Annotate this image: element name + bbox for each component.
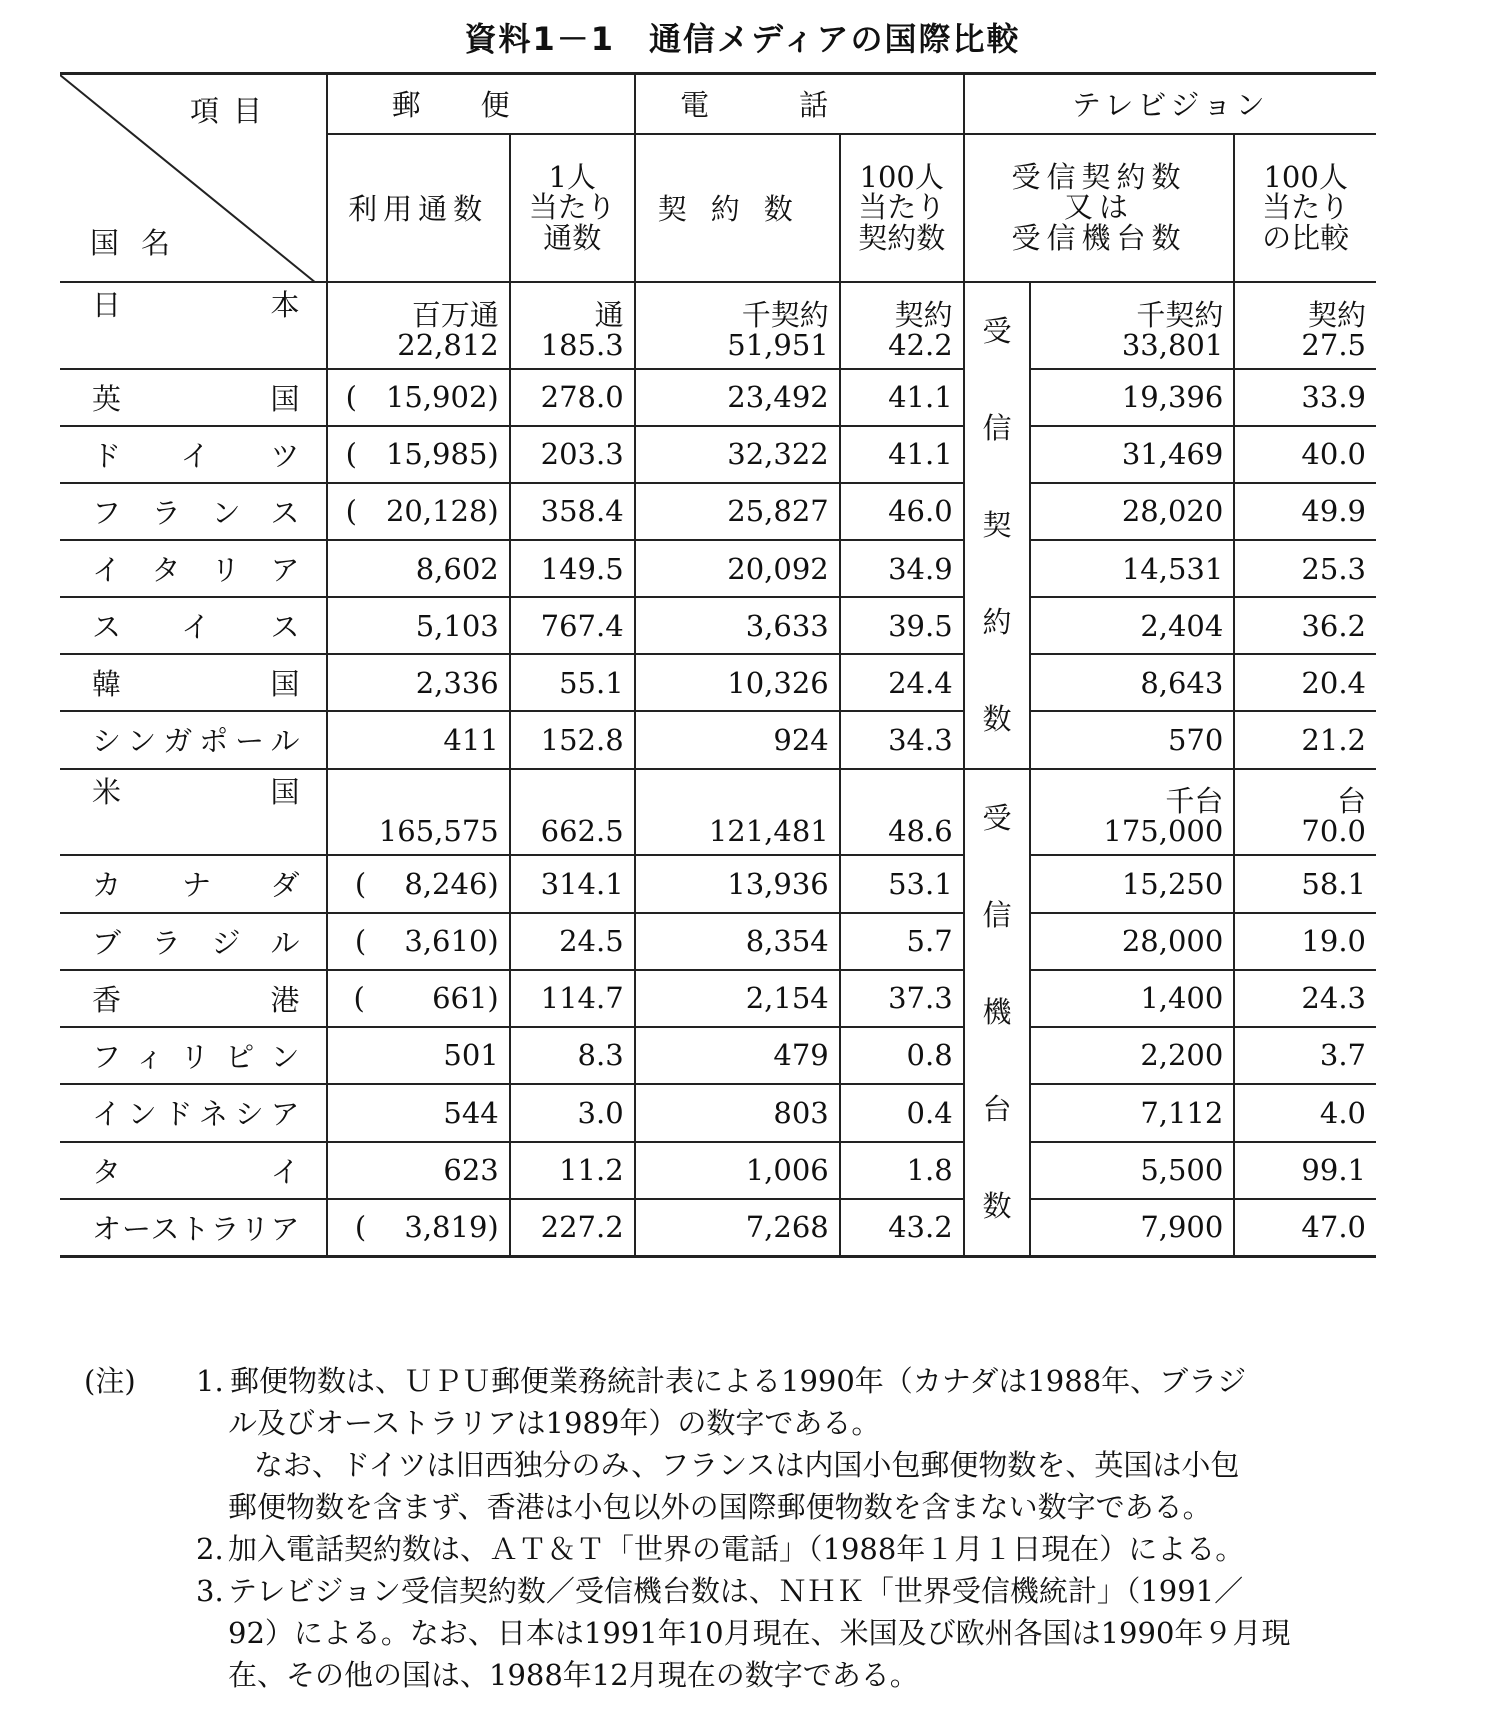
cell-phone-total	[635, 540, 840, 597]
cell-phone-total-value: 51,951	[727, 327, 829, 362]
cell-phone-per-value: 39.5	[888, 608, 953, 643]
cell-tv-total-value: 2,200	[1140, 1038, 1224, 1073]
cell-postal-total	[327, 282, 510, 370]
cell-tv-total	[1030, 913, 1234, 970]
country-name: ドイツ	[60, 426, 327, 483]
table-row	[60, 1142, 1376, 1199]
cell-phone-per	[840, 711, 964, 768]
cell-tv-total	[1030, 369, 1234, 426]
cell-tv-total	[1030, 970, 1234, 1027]
cell-postal-total-value: 5,103	[415, 608, 499, 643]
cell-phone-total	[635, 483, 840, 540]
cell-tv-per-value: 36.2	[1301, 608, 1366, 643]
cell-postal-total-value: 501	[443, 1038, 499, 1073]
cell-postal-per	[510, 913, 635, 970]
cell-postal-total-value: ( 661)	[353, 981, 499, 1016]
cell-tv-per-value: 49.9	[1301, 494, 1366, 529]
cell-postal-total	[327, 654, 510, 711]
tv-measure-char: 数	[982, 701, 1012, 736]
cell-tv-per	[1234, 426, 1376, 483]
country-name: スイス	[60, 597, 327, 654]
cell-postal-per	[510, 1199, 635, 1256]
cell-postal-total-value: ( 8,246)	[354, 866, 499, 901]
cell-phone-total-value: 20,092	[727, 551, 829, 586]
table-row	[60, 769, 1376, 856]
cell-phone-total-value: 7,268	[745, 1209, 829, 1244]
table-row	[60, 711, 1376, 768]
cell-phone-total-value: 2,154	[745, 981, 829, 1016]
header-postal-total: 利用通数	[327, 134, 510, 282]
cell-phone-total	[635, 1142, 840, 1199]
cell-tv-per-unit: 台	[1336, 783, 1366, 818]
cell-phone-per-value: 37.3	[888, 981, 953, 1016]
cell-phone-per	[840, 426, 964, 483]
header-country-label: 国名	[90, 226, 193, 260]
cell-postal-per	[510, 540, 635, 597]
cell-postal-per-value: 24.5	[559, 923, 624, 958]
cell-postal-total-value: ( 3,819)	[354, 1209, 499, 1244]
cell-tv-per-value: 4.0	[1319, 1095, 1366, 1130]
country-name: ブラジル	[60, 913, 327, 970]
cell-postal-total-value: 411	[443, 722, 499, 757]
cell-phone-per	[840, 855, 964, 912]
cell-tv-per-value: 20.4	[1301, 665, 1366, 700]
cell-tv-per-value: 19.0	[1301, 923, 1366, 958]
note-3: 3. テレビジョン受信契約数／受信機台数は、ＮＨＫ「世界受信機統計」（1991／ 92）による。なお、日本は1991年10月現在、米国及び欧州各国は1990年９月現 在、その他の国は、1988年12月現在の数字である。	[196, 1574, 1291, 1692]
cell-phone-per	[840, 1084, 964, 1141]
tv-measure-char: 受	[982, 800, 1012, 835]
cell-postal-total	[327, 1027, 510, 1084]
tv-measure-char: 数	[982, 1188, 1012, 1223]
cell-postal-per	[510, 369, 635, 426]
cell-tv-per	[1234, 1027, 1376, 1084]
diagonal-header-cell	[60, 74, 327, 282]
header-tv-total: 受信契約数 又は 受信機台数	[964, 134, 1235, 282]
cell-postal-total	[327, 540, 510, 597]
cell-postal-total	[327, 711, 510, 768]
cell-phone-per-value: 0.8	[906, 1038, 953, 1073]
header-phone: 電話	[635, 74, 964, 134]
cell-postal-per	[510, 597, 635, 654]
table-row	[60, 654, 1376, 711]
cell-tv-per-value: 99.1	[1301, 1152, 1366, 1187]
table-row	[60, 1084, 1376, 1141]
cell-phone-per-unit: 契約	[894, 297, 953, 332]
tv-measure-char: 機	[982, 994, 1012, 1029]
document-title: 資料1－1 通信メディアの国際比較	[464, 20, 1021, 58]
cell-tv-per-value: 33.9	[1301, 380, 1366, 415]
header-tv-per: 100人 当たり の比較	[1234, 134, 1376, 282]
cell-phone-total	[635, 913, 840, 970]
tv-measure-char: 信	[982, 410, 1012, 445]
cell-postal-per-value: 358.4	[540, 494, 624, 529]
group-a-rows	[60, 282, 1376, 769]
cell-phone-per	[840, 597, 964, 654]
country-name: カナダ	[60, 855, 327, 912]
cell-tv-per	[1234, 769, 1376, 856]
cell-tv-total	[1030, 426, 1234, 483]
cell-postal-total-value: ( 15,985)	[345, 437, 499, 472]
cell-postal-total	[327, 913, 510, 970]
cell-tv-total-value: 19,396	[1121, 380, 1224, 415]
cell-tv-total	[1030, 1199, 1234, 1256]
cell-phone-per-value: 1.8	[906, 1152, 953, 1187]
cell-phone-per-value: 48.6	[888, 813, 953, 848]
cell-postal-per-value: 149.5	[540, 551, 624, 586]
cell-postal-total-value: 8,602	[415, 551, 499, 586]
cell-postal-per-value: 185.3	[540, 327, 624, 362]
cell-phone-per	[840, 1142, 964, 1199]
cell-postal-total	[327, 597, 510, 654]
country-name: シンガポール	[60, 711, 327, 768]
cell-phone-total-value: 23,492	[727, 380, 829, 415]
cell-tv-per-value: 21.2	[1301, 722, 1366, 757]
cell-postal-total-value: 623	[443, 1152, 499, 1187]
cell-tv-per	[1234, 913, 1376, 970]
cell-postal-total	[327, 426, 510, 483]
cell-postal-total	[327, 1199, 510, 1256]
cell-postal-per-value: 55.1	[559, 665, 624, 700]
country-name: 日本	[60, 282, 327, 370]
note-1-supplement: なお、ドイツは旧西独分のみ、フランスは内国小包郵便物数を、英国は小包 郵便物数を含まず、香港は小包以外の国際郵便物数を含まない数字である。	[228, 1448, 1240, 1524]
cell-tv-total-value: 7,112	[1140, 1095, 1224, 1130]
cell-postal-total-unit: 百万通	[411, 297, 499, 332]
cell-phone-per	[840, 654, 964, 711]
cell-tv-per	[1234, 970, 1376, 1027]
cell-postal-per-value: 3.0	[577, 1095, 624, 1130]
cell-tv-per-value: 27.5	[1301, 327, 1366, 362]
cell-postal-total-value: 544	[443, 1095, 499, 1130]
cell-phone-total-value: 8,354	[745, 923, 829, 958]
note-2: 2. 加入電話契約数は、ＡＴ＆Ｔ「世界の電話」（1988年１月１日現在）による。	[196, 1532, 1245, 1566]
cell-tv-total-value: 1,400	[1140, 981, 1224, 1016]
cell-phone-total-value: 479	[773, 1038, 829, 1073]
cell-tv-total	[1030, 1084, 1234, 1141]
cell-tv-total	[1030, 1142, 1234, 1199]
cell-phone-per-value: 34.3	[888, 722, 953, 757]
cell-tv-per	[1234, 654, 1376, 711]
cell-postal-per-value: 203.3	[540, 437, 624, 472]
cell-tv-total-value: 175,000	[1103, 813, 1224, 848]
cell-phone-per	[840, 369, 964, 426]
cell-postal-total	[327, 769, 510, 856]
tv-measure-char: 台	[982, 1091, 1012, 1126]
table-row	[60, 855, 1376, 912]
cell-tv-total-value: 570	[1167, 722, 1224, 757]
header-tv: テレビジョン	[964, 74, 1376, 134]
country-name: 米国	[60, 769, 327, 856]
cell-postal-total-value: 165,575	[378, 813, 499, 848]
cell-tv-total-unit: 千契約	[1136, 297, 1224, 332]
cell-postal-total-value: 22,812	[397, 327, 499, 362]
notes-section	[84, 1360, 1394, 1696]
cell-postal-total-value: ( 15,902)	[345, 380, 499, 415]
cell-tv-total	[1030, 540, 1234, 597]
table-row	[60, 1199, 1376, 1256]
cell-phone-per	[840, 1027, 964, 1084]
cell-phone-per-value: 46.0	[888, 494, 953, 529]
cell-phone-total-value: 10,326	[727, 665, 829, 700]
cell-postal-per-value: 11.2	[559, 1152, 624, 1187]
cell-postal-per-value: 152.8	[540, 722, 624, 757]
cell-tv-total	[1030, 483, 1234, 540]
cell-postal-total-value: ( 20,128)	[345, 494, 499, 529]
group-b-rows	[60, 769, 1376, 1257]
cell-postal-per-value: 114.7	[540, 981, 624, 1016]
cell-phone-total-value: 32,322	[727, 437, 829, 472]
cell-phone-total-value: 121,481	[708, 813, 829, 848]
cell-phone-total-value: 13,936	[727, 866, 829, 901]
cell-postal-per-value: 227.2	[540, 1209, 624, 1244]
table-row	[60, 282, 1376, 370]
notes-label: (注)	[84, 1364, 136, 1398]
header-postal-per: 1人 当たり 通数	[510, 134, 635, 282]
cell-tv-total-value: 33,801	[1121, 327, 1224, 362]
cell-phone-total	[635, 369, 840, 426]
cell-tv-per-value: 25.3	[1301, 551, 1366, 586]
cell-phone-total	[635, 970, 840, 1027]
header-phone-per: 100人 当たり 契約数	[840, 134, 964, 282]
country-name: 英国	[60, 369, 327, 426]
cell-tv-total-value: 14,531	[1121, 551, 1224, 586]
cell-tv-per	[1234, 855, 1376, 912]
cell-tv-total-value: 7,900	[1140, 1209, 1224, 1244]
cell-postal-per-value: 314.1	[540, 866, 624, 901]
cell-tv-per-value: 58.1	[1301, 866, 1366, 901]
cell-postal-per	[510, 426, 635, 483]
country-name: オーストラリア	[60, 1199, 327, 1256]
tv-measure-char: 信	[982, 897, 1012, 932]
cell-tv-total-value: 5,500	[1140, 1152, 1224, 1187]
cell-postal-per	[510, 1027, 635, 1084]
cell-tv-per	[1234, 1142, 1376, 1199]
table-row	[60, 540, 1376, 597]
cell-phone-total	[635, 597, 840, 654]
cell-phone-total	[635, 1199, 840, 1256]
country-name: イタリア	[60, 540, 327, 597]
cell-phone-total-value: 803	[773, 1095, 829, 1130]
header-phone-total: 契約数	[635, 134, 840, 282]
note-1: (注) 1. 郵便物数は、ＵＰＵ郵便業務統計表による1990年（カナダは1988年、ブラジ ル及びオーストラリアは1989年）の数字である。	[84, 1360, 1394, 1444]
cell-phone-total-value: 1,006	[745, 1152, 829, 1187]
header-row-1	[60, 74, 1376, 134]
cell-postal-per-value: 8.3	[577, 1038, 624, 1073]
cell-phone-total	[635, 769, 840, 856]
tv-measure-char: 約	[982, 604, 1012, 639]
cell-postal-per-value: 767.4	[540, 608, 624, 643]
cell-postal-per	[510, 711, 635, 768]
country-name: 韓国	[60, 654, 327, 711]
cell-postal-total	[327, 483, 510, 540]
cell-phone-total-unit: 千契約	[741, 297, 829, 332]
cell-postal-total	[327, 970, 510, 1027]
cell-tv-total-value: 15,250	[1121, 866, 1224, 901]
cell-phone-per-value: 53.1	[888, 866, 953, 901]
country-name: タイ	[60, 1142, 327, 1199]
cell-phone-total	[635, 282, 840, 370]
cell-postal-per	[510, 855, 635, 912]
cell-postal-per	[510, 970, 635, 1027]
cell-postal-total	[327, 855, 510, 912]
cell-postal-per	[510, 769, 635, 856]
cell-tv-total-value: 28,020	[1121, 494, 1224, 529]
cell-postal-total-value: 2,336	[415, 665, 499, 700]
cell-tv-per-value: 40.0	[1301, 437, 1366, 472]
cell-tv-total	[1030, 711, 1234, 768]
cell-tv-total-value: 2,404	[1140, 608, 1224, 643]
comparison-table	[60, 72, 1376, 1258]
country-name: フランス	[60, 483, 327, 540]
cell-phone-total	[635, 426, 840, 483]
table-row	[60, 369, 1376, 426]
cell-tv-per-value: 47.0	[1301, 1209, 1366, 1244]
cell-tv-per	[1234, 597, 1376, 654]
cell-phone-per-value: 5.7	[906, 923, 953, 958]
cell-postal-total	[327, 1142, 510, 1199]
cell-tv-total	[1030, 654, 1234, 711]
cell-tv-per	[1234, 282, 1376, 370]
cell-tv-per-value: 3.7	[1319, 1038, 1366, 1073]
country-name: インドネシア	[60, 1084, 327, 1141]
country-name: フィリピン	[60, 1027, 327, 1084]
cell-phone-per	[840, 1199, 964, 1256]
cell-tv-total-value: 28,000	[1121, 923, 1224, 958]
cell-tv-per	[1234, 369, 1376, 426]
header-postal: 郵便	[327, 74, 635, 134]
cell-tv-total	[1030, 1027, 1234, 1084]
cell-postal-total	[327, 369, 510, 426]
country-name: 香港	[60, 970, 327, 1027]
cell-postal-per	[510, 654, 635, 711]
cell-postal-per-value: 662.5	[540, 813, 624, 848]
cell-postal-per	[510, 1142, 635, 1199]
cell-phone-per-value: 41.1	[888, 437, 953, 472]
tv-measure-char: 受	[982, 313, 1012, 348]
cell-tv-per-unit: 契約	[1307, 297, 1366, 332]
cell-phone-per-value: 0.4	[906, 1095, 953, 1130]
tv-measure-char: 契	[982, 507, 1012, 542]
header-item-label: 項目	[190, 94, 277, 128]
table-row	[60, 597, 1376, 654]
cell-phone-per	[840, 540, 964, 597]
cell-tv-per-value: 70.0	[1301, 813, 1366, 848]
cell-tv-total-unit: 千台	[1165, 783, 1224, 818]
cell-tv-per	[1234, 1084, 1376, 1141]
cell-phone-per-value: 42.2	[888, 327, 953, 362]
cell-postal-per	[510, 483, 635, 540]
cell-postal-per-value: 278.0	[540, 380, 624, 415]
table-row	[60, 913, 1376, 970]
cell-phone-total	[635, 1084, 840, 1141]
cell-phone-total	[635, 855, 840, 912]
cell-postal-total	[327, 1084, 510, 1141]
cell-tv-total	[1030, 282, 1234, 370]
cell-tv-per	[1234, 1199, 1376, 1256]
table-row	[60, 483, 1376, 540]
cell-tv-total-value: 8,643	[1140, 665, 1224, 700]
cell-phone-per	[840, 483, 964, 540]
cell-phone-per	[840, 282, 964, 370]
tv-measure-label	[964, 769, 1031, 1257]
cell-postal-total-value: ( 3,610)	[354, 923, 499, 958]
table-row	[60, 1027, 1376, 1084]
cell-tv-per	[1234, 711, 1376, 768]
cell-tv-total	[1030, 597, 1234, 654]
cell-tv-per	[1234, 540, 1376, 597]
cell-phone-total-value: 3,633	[745, 608, 829, 643]
table-row	[60, 426, 1376, 483]
cell-phone-total	[635, 654, 840, 711]
cell-postal-per	[510, 1084, 635, 1141]
cell-phone-per	[840, 769, 964, 856]
cell-tv-total-value: 31,469	[1121, 437, 1224, 472]
cell-phone-per-value: 34.9	[888, 551, 953, 586]
cell-phone-total	[635, 711, 840, 768]
cell-tv-total	[1030, 769, 1234, 856]
cell-phone-per-value: 24.4	[888, 665, 953, 700]
cell-phone-total	[635, 1027, 840, 1084]
cell-postal-per-unit: 通	[594, 297, 624, 332]
cell-tv-per-value: 24.3	[1301, 981, 1366, 1016]
cell-tv-per	[1234, 483, 1376, 540]
tv-measure-label	[964, 282, 1031, 769]
cell-phone-per	[840, 913, 964, 970]
cell-tv-total	[1030, 855, 1234, 912]
table-row	[60, 970, 1376, 1027]
cell-phone-total-value: 25,827	[727, 494, 829, 529]
cell-phone-total-value: 924	[773, 722, 829, 757]
cell-postal-per	[510, 282, 635, 370]
cell-phone-per-value: 43.2	[888, 1209, 953, 1244]
cell-phone-per	[840, 970, 964, 1027]
cell-phone-per-value: 41.1	[888, 380, 953, 415]
